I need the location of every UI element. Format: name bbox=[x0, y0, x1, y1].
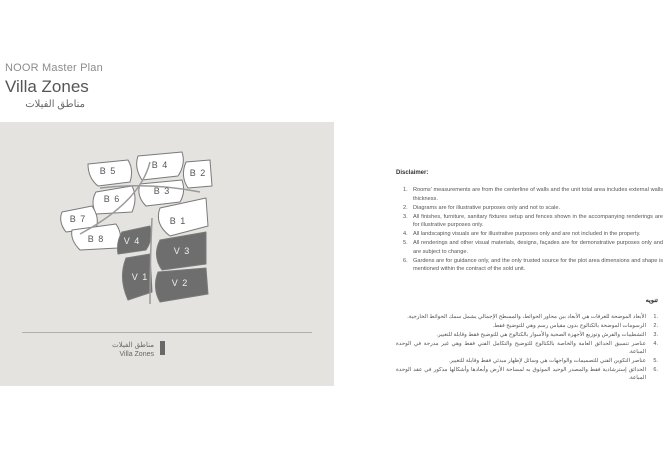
master-plan-panel bbox=[0, 122, 334, 386]
zone-label-b7: B 7 bbox=[69, 214, 87, 224]
notice-item bbox=[396, 322, 658, 330]
notice-item-number: .5 bbox=[653, 358, 658, 365]
master-plan-map bbox=[0, 122, 334, 386]
zone-label-b1: B 1 bbox=[169, 216, 187, 226]
notice-item-text: عناصر التكوين الفني للتصميمات والواجهات هي وسائل لإظهار مبدئي فقط وقابلة للتغيير. bbox=[448, 358, 646, 365]
disclaimer-item bbox=[403, 239, 663, 256]
disclaimer-item-number: 4. bbox=[403, 231, 408, 237]
disclaimer-item bbox=[403, 204, 663, 213]
disclaimer-title: Disclaimer: bbox=[396, 170, 429, 176]
disclaimer-item-text: Diagrams are for illustrative purposes only and not to scale. bbox=[413, 204, 561, 211]
disclaimer-item-number: 1. bbox=[403, 187, 408, 193]
disclaimer-item-text: All renderings and other visual materials, designs, façades are for demonstrative purposes only and are subject to change. bbox=[413, 240, 663, 255]
disclaimer-item-text: All landscaping visuals are for illustrative purposes only and are not included in the property. bbox=[413, 231, 641, 237]
notice-item-text: الحدائق إسترشادية فقط والمصدر الوحيد الموثوق به لمساحة الأرض وأبعادها وأشكالها مذكور في عقد الوحدة المباعة. bbox=[396, 366, 646, 382]
notice-item bbox=[396, 331, 658, 339]
disclaimer-item bbox=[403, 186, 663, 203]
notice-list-arabic bbox=[396, 313, 658, 383]
disclaimer-item bbox=[403, 230, 663, 239]
disclaimer-item-number: 6. bbox=[403, 257, 408, 264]
zone-label-v2: V 2 bbox=[171, 278, 189, 288]
disclaimer-item-text: Gardens are for guidance only, and the only trusted source for the plot area dimensions and shape is mentioned within the contract of the sold unit. bbox=[413, 257, 663, 272]
notice-item bbox=[396, 357, 658, 365]
legend-label: Villa Zones bbox=[119, 351, 154, 358]
notice-item-text: الرسومات الموضحة بالكتالوج بدون مقياس رسم وهي للتوضيح فقط. bbox=[492, 322, 646, 329]
header-subtitle: NOOR Master Plan bbox=[5, 62, 103, 74]
notice-item-number: .2 bbox=[653, 322, 658, 329]
zone-label-b5: B 5 bbox=[99, 166, 117, 176]
zone-label-b2: B 2 bbox=[189, 168, 207, 178]
notice-item bbox=[396, 366, 658, 383]
disclaimer-item-number: 3. bbox=[403, 213, 408, 220]
disclaimer-item-number: 2. bbox=[403, 204, 408, 211]
zone-label-b6: B 6 bbox=[103, 194, 121, 204]
notice-item-number: .4 bbox=[653, 340, 658, 347]
notice-item-text: عناصر تنسيق الحدائق العامة والخاصة بالكتالوج للتوضيح والتكامل الفني فقط وهي غير مدرجة في الوحدة المباعة. bbox=[396, 340, 646, 356]
zone-label-b4: B 4 bbox=[151, 160, 169, 170]
zone-label-v1: V 1 bbox=[131, 272, 149, 282]
disclaimer-list bbox=[403, 186, 663, 274]
legend-swatch bbox=[160, 341, 165, 355]
disclaimer-item-text: All finishes, furniture, sanitary fixtures setup and fences shown in the accompanying renderings are for illustrative purposes only. bbox=[413, 213, 663, 228]
page-title-arabic: مناطق الفيلات bbox=[25, 99, 85, 110]
legend-divider bbox=[22, 332, 312, 333]
notice-item-text: التشطيبات والفرش وتوزيع الأجهزة الصحية والأسوار بالكتالوج هي للتوضيح فقط وقابلة للتغيير. bbox=[436, 331, 646, 338]
legend-label-arabic: مناطق الفيلات bbox=[112, 342, 154, 349]
disclaimer-item bbox=[403, 213, 663, 230]
notice-item-number: .1 bbox=[653, 314, 658, 320]
disclaimer-item-text: Rooms' measurements are from the centerline of walls and the unit total area includes external walls thickness. bbox=[413, 187, 663, 202]
notice-item bbox=[396, 340, 658, 357]
disclaimer-item bbox=[403, 257, 663, 274]
notice-item-number: .6 bbox=[653, 366, 658, 373]
zone-label-b8: B 8 bbox=[87, 234, 105, 244]
notice-title-arabic: تنويه bbox=[645, 297, 658, 304]
notice-item-text: الأبعاد الموضحة للغرفات هي الأبعاد بين محاور الحوائط، والمسطح الإجمالي يشمل سمك الحوائط الخارجية. bbox=[407, 314, 646, 320]
notice-item bbox=[396, 313, 658, 321]
zone-label-v3: V 3 bbox=[173, 246, 191, 256]
disclaimer-item-number: 5. bbox=[403, 240, 408, 246]
page-title: Villa Zones bbox=[5, 77, 89, 96]
notice-item-number: .3 bbox=[653, 331, 658, 338]
zone-label-b3: B 3 bbox=[153, 186, 171, 196]
zone-label-v4: V 4 bbox=[123, 236, 141, 246]
